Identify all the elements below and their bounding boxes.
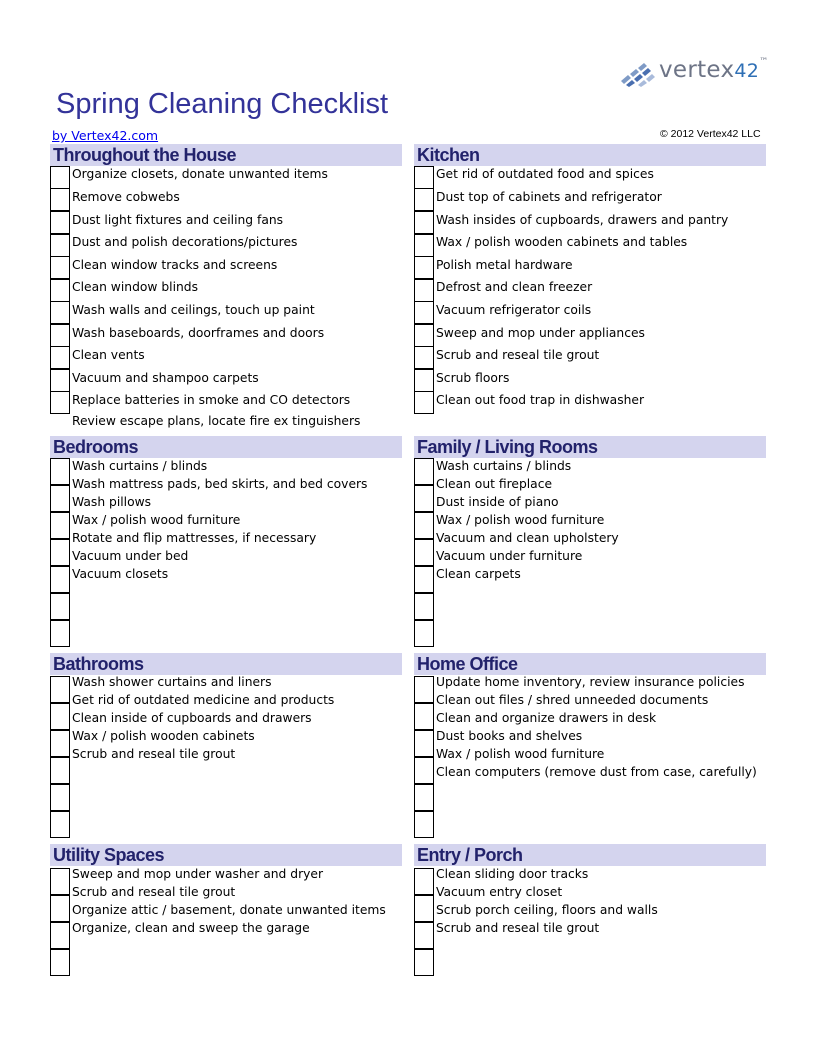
- checkbox[interactable]: [50, 922, 70, 949]
- checkbox[interactable]: [50, 811, 70, 838]
- checkbox[interactable]: [414, 211, 434, 234]
- checklist-item: Clean out fireplace: [436, 477, 553, 491]
- checkbox[interactable]: [50, 391, 70, 414]
- checklist-item: Wash curtains / blinds: [436, 459, 572, 473]
- checkbox[interactable]: [414, 566, 434, 593]
- checklist-item: Wash curtains / blinds: [72, 459, 208, 473]
- checkbox[interactable]: [414, 676, 434, 703]
- checklist-item: Vacuum under bed: [72, 549, 189, 563]
- checkbox[interactable]: [50, 188, 70, 211]
- checkbox[interactable]: [50, 868, 70, 895]
- checklist-item: Vacuum and clean upholstery: [436, 531, 619, 545]
- checkbox[interactable]: [414, 703, 434, 730]
- checkbox[interactable]: [414, 922, 434, 949]
- checklist-item: Defrost and clean freezer: [436, 280, 593, 294]
- checkbox[interactable]: [414, 512, 434, 539]
- checklist-item: Dust and polish decorations/pictures: [72, 235, 298, 249]
- byline-link[interactable]: by Vertex42.com: [52, 128, 159, 143]
- checklist-item: Clean out food trap in dishwasher: [436, 393, 645, 407]
- checklist-item: Clean window blinds: [72, 280, 199, 294]
- checkbox[interactable]: [414, 757, 434, 784]
- section-header: Entry / Porch: [414, 844, 766, 866]
- section-header: Kitchen: [414, 144, 766, 166]
- checkbox[interactable]: [414, 166, 434, 189]
- checkbox[interactable]: [414, 784, 434, 811]
- checklist-item: Wax / polish wood furniture: [72, 513, 241, 527]
- checkbox[interactable]: [50, 458, 70, 485]
- checkbox[interactable]: [50, 895, 70, 922]
- checkbox[interactable]: [50, 485, 70, 512]
- checklist-item: Clean inside of cupboards and drawers: [72, 711, 312, 725]
- checklist-item: Scrub and reseal tile grout: [72, 885, 236, 899]
- checklist-item: Clean window tracks and screens: [72, 258, 278, 272]
- checkbox[interactable]: [50, 369, 70, 392]
- section-home-office: [414, 653, 766, 779]
- checklist-item: Clean out files / shred unneeded documents: [436, 693, 709, 707]
- checkbox[interactable]: [414, 279, 434, 302]
- checkbox[interactable]: [414, 324, 434, 347]
- checkbox[interactable]: [50, 324, 70, 347]
- checkbox[interactable]: [414, 391, 434, 414]
- section-bathrooms: [50, 653, 402, 761]
- section-family-living-rooms: [414, 436, 766, 581]
- checklist-item: Clean computers (remove dust from case, carefully): [436, 765, 757, 779]
- checklist-item: Wax / polish wooden cabinets: [72, 729, 255, 743]
- checkbox[interactable]: [414, 234, 434, 257]
- checkbox[interactable]: [50, 566, 70, 593]
- checklist-item: Remove cobwebs: [72, 190, 180, 204]
- checkbox[interactable]: [50, 346, 70, 369]
- checklist-item: Organize attic / basement, donate unwanted items: [72, 903, 386, 917]
- checklist-item: Clean sliding door tracks: [436, 867, 589, 881]
- checkbox[interactable]: [50, 234, 70, 257]
- logo-name: vertex: [659, 57, 735, 83]
- checkbox[interactable]: [414, 620, 434, 647]
- checklist-item: Wash baseboards, doorframes and doors: [72, 326, 325, 340]
- checkbox[interactable]: [50, 949, 70, 976]
- checklist-item: Clean and organize drawers in desk: [436, 711, 657, 725]
- checklist-item: Wash pillows: [72, 495, 152, 509]
- checklist-item: Clean vents: [72, 348, 145, 362]
- checklist-item: Dust light fixtures and ceiling fans: [72, 213, 284, 227]
- checkbox[interactable]: [414, 593, 434, 620]
- checkbox[interactable]: [414, 458, 434, 485]
- checkbox[interactable]: [50, 676, 70, 703]
- section-header: Throughout the House: [50, 144, 402, 166]
- checkbox[interactable]: [414, 949, 434, 976]
- section-entry-porch: [414, 844, 766, 935]
- checklist-item: Wax / polish wood furniture: [436, 513, 605, 527]
- checklist-item: Scrub and reseal tile grout: [436, 348, 600, 362]
- checklist-item: Update home inventory, review insurance policies: [436, 675, 745, 689]
- section-header: Bathrooms: [50, 653, 402, 675]
- section-throughout-the-house: [50, 144, 402, 428]
- checklist-item: Dust top of cabinets and refrigerator: [436, 190, 662, 204]
- checkbox[interactable]: [414, 188, 434, 211]
- checklist-item: Vacuum closets: [72, 567, 169, 581]
- checkbox[interactable]: [50, 301, 70, 324]
- logo-trademark: ™: [759, 57, 769, 67]
- vertex42-logo: [619, 57, 767, 89]
- section-header: Home Office: [414, 653, 766, 675]
- checklist-item: Clean carpets: [436, 567, 521, 581]
- section-kitchen: [414, 144, 766, 407]
- checklist-item: Wash shower curtains and liners: [72, 675, 272, 689]
- section-utility-spaces: [50, 844, 402, 935]
- checkbox[interactable]: [414, 485, 434, 512]
- checkbox[interactable]: [50, 279, 70, 302]
- checklist-item: Replace batteries in smoke and CO detectors: [72, 393, 351, 407]
- checklist-item: Dust inside of piano: [436, 495, 559, 509]
- checkbox[interactable]: [50, 593, 70, 620]
- checkbox[interactable]: [414, 369, 434, 392]
- checkbox[interactable]: [50, 256, 70, 279]
- checklist-item: Wash insides of cupboards, drawers and pantry: [436, 213, 729, 227]
- page-title: Spring Cleaning Checklist: [56, 88, 389, 120]
- checklist-item: Vacuum refrigerator coils: [436, 303, 592, 317]
- checkbox[interactable]: [50, 784, 70, 811]
- checkbox[interactable]: [414, 346, 434, 369]
- logo-superscript: 42: [734, 60, 760, 82]
- section-header: Family / Living Rooms: [414, 436, 766, 458]
- checkbox[interactable]: [50, 211, 70, 234]
- logo-grid-icon: [619, 61, 655, 87]
- checklist-item: Get rid of outdated food and spices: [436, 167, 654, 181]
- checkbox[interactable]: [414, 895, 434, 922]
- checklist-item: Sweep and mop under washer and dryer: [72, 867, 324, 881]
- checklist-item: Wash walls and ceilings, touch up paint: [72, 303, 315, 317]
- checkbox[interactable]: [414, 301, 434, 324]
- checklist-item: Rotate and flip mattresses, if necessary: [72, 531, 317, 545]
- checklist-item: Wax / polish wood furniture: [436, 747, 605, 761]
- checkbox[interactable]: [50, 730, 70, 757]
- checklist-item: Organize closets, donate unwanted items: [72, 167, 328, 181]
- checklist-item: Organize, clean and sweep the garage: [72, 921, 310, 935]
- checkbox[interactable]: [414, 868, 434, 895]
- checklist-item: Polish metal hardware: [436, 258, 573, 272]
- section-bedrooms: [50, 436, 402, 581]
- checklist-item: Review escape plans, locate fire ex tinguishers: [72, 414, 361, 428]
- checklist-item: Vacuum under furniture: [436, 549, 583, 563]
- checklist-item: Scrub and reseal tile grout: [72, 747, 236, 761]
- checklist-item: Wax / polish wooden cabinets and tables: [436, 235, 688, 249]
- checkbox[interactable]: [414, 539, 434, 566]
- checklist-item: Get rid of outdated medicine and products: [72, 693, 335, 707]
- checklist-item: Scrub floors: [436, 371, 510, 385]
- checkbox[interactable]: [50, 757, 70, 784]
- checklist-item: Vacuum entry closet: [436, 885, 563, 899]
- checklist-item: Wash mattress pads, bed skirts, and bed covers: [72, 477, 368, 491]
- section-header: Utility Spaces: [50, 844, 402, 866]
- checklist-item: Scrub and reseal tile grout: [436, 921, 600, 935]
- section-header: Bedrooms: [50, 436, 402, 458]
- checkbox[interactable]: [50, 620, 70, 647]
- checkbox[interactable]: [414, 256, 434, 279]
- checkbox[interactable]: [50, 166, 70, 189]
- checkbox[interactable]: [50, 539, 70, 566]
- checklist-item: Sweep and mop under appliances: [436, 326, 645, 340]
- checklist-item: Vacuum and shampoo carpets: [72, 371, 259, 385]
- checkbox[interactable]: [50, 703, 70, 730]
- copyright-text: © 2012 Vertex42 LLC: [660, 128, 761, 140]
- checklist-item: Dust books and shelves: [436, 729, 583, 743]
- checkbox[interactable]: [50, 512, 70, 539]
- checkbox[interactable]: [414, 730, 434, 757]
- checklist-item: Scrub porch ceiling, floors and walls: [436, 903, 658, 917]
- checkbox[interactable]: [414, 811, 434, 838]
